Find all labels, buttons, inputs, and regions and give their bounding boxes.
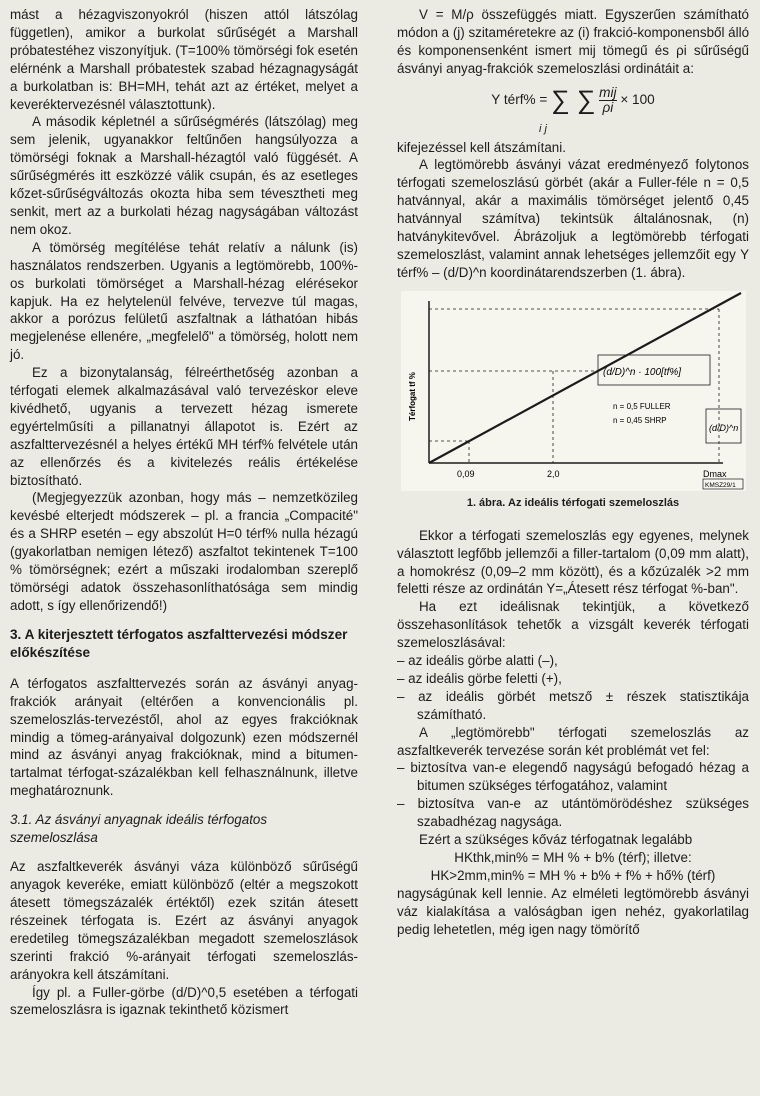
paragraph: A legtömörebb ásványi vázat eredményező folytonos térfogati szemeloszlású görbét (akár a Fuller-féle n = 0,5 hatvánnyal, akár a maximális tömörséget jelentő 0,45 hatvánnyal számítva) tekintsük általánosnak, (n) hatványkitevővel. Ábrázoljuk a legtömörebb térfogati szemeloszlást, valamint annak lehetséges jellemzőit egy Y térf% – (d/D)^n koordinátarendszerben (1. ábra). bbox=[397, 157, 749, 280]
figure-ideal-gradation bbox=[401, 291, 746, 491]
formula-fraction bbox=[599, 86, 616, 115]
x-axis-label: (d/D)^n bbox=[709, 422, 739, 433]
x-tick-label: 2,0 bbox=[547, 468, 560, 479]
paragraph: A tömörség megítélése tehát relatív a nálunk (is) használatos rendszerben. Ugyanis a legtömörebb, 100%-os burkolati tömörséget a Marshall-hézag elérésekor kapjuk. Ha ez helytelenül felvéve, tervezve túl magas, akkor a porózus felületű aszfaltnak a láthatóan hibás megjelenése ellenére, „megfelelő" a tömörség, holott nem jó. bbox=[10, 239, 358, 363]
legend-shrp: n = 0,45 SHRP bbox=[613, 415, 667, 425]
figure-diagram bbox=[401, 291, 746, 491]
x-tick-label: 0,09 bbox=[457, 468, 475, 479]
subsection-heading-3-1: 3.1. Az ásványi anyagnak ideális térfogatos szemeloszlása bbox=[10, 812, 268, 846]
formula-line: HK>2mm,min% = MH % + b% + f% + hő% (térf) bbox=[430, 867, 716, 883]
list-item: – az ideális görbe feletti (+), bbox=[397, 670, 562, 686]
figure-caption: 1. ábra. Az ideális térfogati szemeloszlás bbox=[466, 496, 680, 509]
paragraph: A térfogatos aszfalttervezés során az ásványi anyag-frakciók arányait (eltérően a konvencionális pl. szemeloszlás-tervezéstől, ahol az egyes frakcióknak mindig a tömeg-arányaival dolgozunk) ezen módszernél mind az ásványi anyag frakcióknak, mind a bitumen-tartalmat térfogat-százalékban kell felhasználnunk, illetve meghatároznunk. bbox=[10, 675, 358, 799]
formula-denominator: ρi bbox=[602, 99, 614, 115]
figure-formula: (d/D)^n · 100[tf%] bbox=[603, 366, 682, 378]
section-heading-3: 3. A kiterjesztett térfogatos aszfalttervezési módszer előkészítése bbox=[10, 626, 348, 660]
right-column bbox=[397, 6, 749, 939]
paragraph: Ekkor a térfogati szemeloszlás egy egyenes, melynek választott legfőbb jellemzői a filler-tartalom (0,09 mm alatt), a homokrész (0,09–2 mm között), és a kőzúzalék >2 mm feletti része az ordinátán Y=„Átesett rész térfogat %-ban". bbox=[397, 527, 749, 597]
list-item: – biztosítva van-e elegendő nagyságú befogadó hézag a bitumen szükséges térfogatához, valamint bbox=[397, 760, 749, 794]
formula-line: HKthk,min% = MH % + b% (térf); illetve: bbox=[454, 850, 692, 865]
paragraph: Ez a bizonytalanság, félreérthetőség azonban a térfogati elemek alkalmazásával való tervezéskor eleve kivédhető, ugyanis a tervezett hézag ismerete egyértelműsíti a pillanatnyi állapotot is. Ezért az aszfalttervezésnél a helyes értékű MH térf% felvétele után az ellenőrzés és a kivitelezés reális értékelése biztosítható. bbox=[10, 365, 358, 488]
paragraph: nagyságúnak kell lennie. Az elméleti legtömörebb ásványi váz kialakítása a valóságban igen nehéz, gyakorlatilag pedig lehetetlen, még igen nagy tömörítő bbox=[397, 885, 749, 937]
volume-formula bbox=[397, 86, 749, 115]
formula-lhs: Y térf% = bbox=[491, 91, 548, 107]
legend-fuller: n = 0,5 FULLER bbox=[613, 401, 671, 411]
paragraph: Ezért a szükséges kőváz térfogatnak legalább bbox=[419, 832, 693, 848]
paragraph: Az aszfaltkeverék ásványi váza különböző sűrűségű anyagok keveréke, emiatt különböző (eltér a megszokott átesett tömegszázalék értéktől) ezek szitán átesett részeinek térfogata is. Ezért az ásványi anyagok eredetileg tömegszázalékban megadott szemeloszlások szerinti frakció %-arányait térfogati szemeloszlás-arányokra kell átszámítani. bbox=[10, 859, 358, 982]
y-axis-label: Térfogat tf % bbox=[408, 371, 417, 421]
paragraph: A „legtömörebb" térfogati szemeloszlás az aszfaltkeverék tervezése során két problémát vet fel: bbox=[397, 724, 749, 758]
list-item: – biztosítva van-e az utántömörödéshez szükséges szabadhézag nagysága. bbox=[397, 796, 749, 830]
paragraph: kifejezéssel kell átszámítani. bbox=[397, 139, 566, 155]
list-item: – az ideális görbét metsző ± részek statisztikája számítható. bbox=[397, 688, 749, 722]
formula-rhs: × 100 bbox=[620, 91, 655, 107]
formula-numerator: mij bbox=[599, 84, 617, 100]
paragraph: V = M/ρ összefüggés miatt. Egyszerűen számítható módon a (j) szitaméretekre az (i) frakció-komponensből álló és komponensenként ismert mij tömegű és ρi sűrűségű ásványi anyag-frakciók szemeloszlási ordinátáit a: bbox=[397, 7, 750, 76]
figure-code: KMSZ29/1 bbox=[705, 481, 736, 489]
x-tick-label: Dmax bbox=[703, 468, 727, 479]
paragraph: mást a hézagviszonyokról (hiszen attól látszólag független), amikor a burkolat sűrűségét a Marshall próbatestéhez viszonyítjuk. (T=100% tömörségi fok esetén elérnénk a Marshall próbatestek szabad hézagnagyságát a burkolatban is: BH=MH, tehát azt az értéket, melyet a keveréktervezésnél választottunk). bbox=[10, 7, 358, 112]
sum-indices: i j bbox=[539, 122, 547, 135]
paragraph: Így pl. a Fuller-görbe (d/D)^0,5 esetében a térfogati szemeloszlásra is igaznak tekinthető közismert bbox=[10, 984, 358, 1018]
sum-symbols: ∑ ∑ bbox=[551, 84, 596, 115]
paragraph: Ha ezt ideálisnak tekintjük, a következő összehasonlítások tehetők a vizsgált keverék térfogati szemeloszlásával: bbox=[397, 599, 749, 651]
paragraph: A második képletnél a sűrűségmérés (látszólag) meg sem jelenik, ugyanakkor feltűnően hangsúlyozza a tömörségi foknak a Marshall-hézagtól való függését. A sűrűségmérés itt eszközzé válik csupán, és az esetleges kőzet-sűrűségváltozás okozta hiba sem tévesztheti meg senkit, mert az a burkolati hézag nagyságában változást nem okoz. bbox=[10, 114, 358, 237]
left-column bbox=[10, 6, 358, 1019]
list-item: – az ideális görbe alatti (–), bbox=[397, 653, 558, 669]
paragraph: (Megjegyezzük azonban, hogy más – nemzetközileg kevésbé elterjedt módszerek – pl. a francia „Compacité" és a SHRP esetén – egy abszolút H=0 térf% nulla hézagú (gyakorlatban nemigen létező) aszfaltot tekintenek T=100 % tömörségnek; ezért a műszaki irodalomban szereplő tömörségi adatok összehasonlíthatósága sem mindig adott, s így ellenőrizendő!) bbox=[10, 490, 358, 613]
